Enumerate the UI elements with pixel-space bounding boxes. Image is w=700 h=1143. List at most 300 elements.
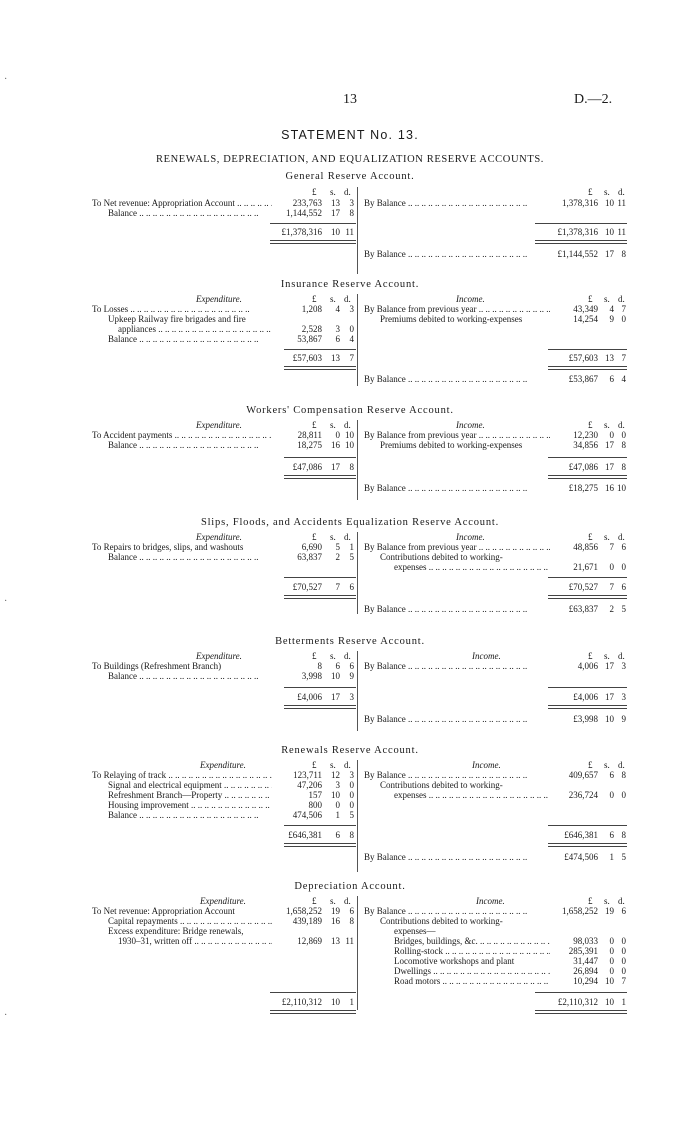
total-rule — [284, 825, 356, 826]
shillings-header: s. — [330, 532, 336, 542]
income-header: Income. — [456, 532, 485, 542]
amount-pounds: 8 — [317, 661, 322, 671]
pounds-header: £ — [312, 420, 317, 430]
amount-pence: 11 — [345, 936, 354, 946]
double-rule — [284, 843, 356, 847]
amount-pence: 11 — [617, 227, 626, 237]
entry-description: By Balance from previous year .. .. — [364, 304, 550, 314]
account-title: General Reserve Account. — [285, 171, 415, 182]
pence-header: d. — [618, 896, 625, 906]
amount-pounds: 1,378,316 — [562, 198, 598, 208]
margin-tick: · — [4, 74, 8, 85]
entry-description: By Balance .. .. — [364, 198, 550, 208]
shillings-header: s. — [330, 420, 336, 430]
ledger-row — [0, 314, 700, 324]
amount-shillings: 5 — [335, 542, 340, 552]
pounds-header: £ — [588, 896, 593, 906]
amount-pence: 6 — [349, 906, 354, 916]
amount-pounds: 800 — [308, 800, 322, 810]
amount-pence: 7 — [349, 353, 354, 363]
statement-subtitle: RENEWALS, DEPRECIATION, AND EQUALIZATION RESERVE ACCOUNTS. — [155, 154, 545, 165]
amount-shillings: 0 — [609, 562, 614, 572]
total-row — [0, 692, 700, 702]
amount-pounds: £2,110,312 — [557, 997, 598, 1007]
amount-pence: 0 — [349, 790, 354, 800]
amount-shillings: 0 — [609, 956, 614, 966]
amount-shillings: 10 — [605, 227, 614, 237]
total-row — [0, 830, 700, 840]
total-rule — [270, 992, 356, 993]
statement-title: STATEMENT No. 13. — [281, 128, 419, 142]
entry-description: By Balance .. .. — [364, 661, 550, 671]
ledger-row — [0, 946, 700, 956]
amount-pence: 5 — [621, 604, 626, 614]
amount-shillings: 0 — [609, 430, 614, 440]
amount-pounds: 3,998 — [301, 671, 322, 681]
pence-header: d. — [618, 760, 625, 770]
amount-pounds: 26,894 — [573, 966, 598, 976]
amount-pence: 0 — [621, 966, 626, 976]
amount-pounds: 43,349 — [573, 304, 598, 314]
amount-pounds: £4,006 — [573, 692, 598, 702]
amount-pence: 1 — [349, 542, 354, 552]
total-row — [0, 582, 700, 592]
carried-balance-row — [0, 714, 700, 724]
shillings-header: s. — [604, 651, 610, 661]
shillings-header: s. — [604, 294, 610, 304]
margin-tick: · — [4, 596, 8, 607]
pounds-header: £ — [312, 532, 317, 542]
income-header: Income. — [472, 760, 501, 770]
amount-shillings: 16 — [331, 916, 340, 926]
expenditure-header: Expenditure. — [196, 532, 242, 542]
ledger-row — [0, 906, 700, 916]
pence-header: d. — [618, 187, 625, 197]
double-rule — [548, 366, 627, 370]
amount-pence: 5 — [621, 852, 626, 862]
amount-pence: 3 — [349, 692, 354, 702]
shillings-header: s. — [604, 760, 610, 770]
amount-pounds: £474,506 — [564, 852, 598, 862]
ledger-row — [0, 552, 700, 562]
total-rule — [548, 457, 627, 458]
amount-shillings: 7 — [609, 542, 614, 552]
total-rule — [270, 223, 356, 224]
pounds-header: £ — [312, 760, 317, 770]
entry-description: Premiums debited to working-expenses — [380, 440, 523, 450]
amount-pence: 1 — [621, 997, 626, 1007]
ledger-row — [0, 810, 700, 820]
double-rule — [270, 1010, 356, 1014]
shillings-header: s. — [604, 187, 610, 197]
amount-pounds: 98,033 — [573, 936, 598, 946]
entry-description: To Buildings (Refreshment Branch) — [92, 661, 222, 671]
amount-pounds: 14,254 — [573, 314, 598, 324]
entry-description: To Net revenue: Appropriation Account .. .. — [92, 198, 272, 208]
entry-description: Capital repayments .. .. — [108, 916, 272, 926]
amount-shillings: 17 — [605, 249, 614, 259]
amount-pence: 7 — [621, 976, 626, 986]
total-rule — [548, 825, 627, 826]
page-number: 13 — [343, 92, 357, 107]
total-rule — [284, 457, 356, 458]
pounds-header: £ — [588, 294, 593, 304]
amount-pence: 8 — [621, 830, 626, 840]
amount-shillings: 0 — [335, 430, 340, 440]
account-title: Renewals Reserve Account. — [281, 745, 419, 756]
double-rule — [284, 595, 356, 599]
amount-pounds: 233,763 — [292, 198, 322, 208]
amount-pounds: £63,837 — [568, 604, 598, 614]
double-rule — [548, 595, 627, 599]
amount-pounds: 236,724 — [568, 790, 598, 800]
amount-pounds: 439,189 — [292, 916, 322, 926]
amount-pounds: 18,275 — [297, 440, 322, 450]
amount-shillings: 4 — [335, 304, 340, 314]
shillings-header: s. — [604, 532, 610, 542]
amount-pence: 4 — [621, 374, 626, 384]
amount-pounds: £646,381 — [564, 830, 598, 840]
amount-pence: 0 — [621, 562, 626, 572]
double-rule — [284, 475, 356, 479]
amount-pence: 0 — [621, 790, 626, 800]
pence-header: d. — [344, 420, 351, 430]
amount-pence: 8 — [349, 830, 354, 840]
ledger-row — [0, 770, 700, 780]
amount-pounds: £18,275 — [568, 483, 598, 493]
shillings-header: s. — [330, 651, 336, 661]
amount-shillings: 10 — [331, 790, 340, 800]
entry-description: By Balance .. .. — [364, 852, 550, 862]
amount-shillings: 6 — [335, 334, 340, 344]
ledger-row — [0, 976, 700, 986]
entry-description: Balance .. .. — [108, 440, 272, 450]
account-title: Slips, Floods, and Accidents Equalization Reserve Account. — [200, 517, 500, 528]
amount-pence: 0 — [349, 780, 354, 790]
amount-pounds: 157 — [308, 790, 322, 800]
entry-description: By Balance .. .. — [364, 249, 550, 259]
pounds-header: £ — [588, 532, 593, 542]
double-rule — [535, 1010, 627, 1014]
entry-description: By Balance .. .. — [364, 770, 550, 780]
entry-description: By Balance from previous year .. .. — [364, 542, 550, 552]
amount-shillings: 0 — [609, 936, 614, 946]
amount-pounds: £57,603 — [568, 353, 598, 363]
amount-pounds: 1,208 — [301, 304, 322, 314]
amount-pence: 6 — [621, 582, 626, 592]
entry-description: Balance .. .. — [108, 810, 272, 820]
entry-description: To Net revenue: Appropriation Account — [92, 906, 235, 916]
amount-shillings: 6 — [609, 374, 614, 384]
account-title: Depreciation Account. — [294, 881, 406, 892]
page-reference: D.—2. — [574, 92, 613, 107]
amount-pence: 8 — [349, 462, 354, 472]
amount-pence: 0 — [621, 430, 626, 440]
entry-description: expenses .. .. — [394, 790, 550, 800]
entry-description: By Balance from previous year .. .. — [364, 430, 550, 440]
entry-description: Premiums debited to working-expenses — [380, 314, 523, 324]
carried-balance-row — [0, 604, 700, 614]
ledger-row — [0, 324, 700, 334]
ledger-row — [0, 562, 700, 572]
shillings-header: s. — [330, 896, 336, 906]
amount-pence: 4 — [349, 334, 354, 344]
amount-shillings: 10 — [605, 976, 614, 986]
amount-shillings: 17 — [605, 462, 614, 472]
amount-pence: 0 — [621, 936, 626, 946]
total-rule — [548, 577, 627, 578]
amount-pounds: £1,378,316 — [281, 227, 322, 237]
amount-shillings: 6 — [335, 830, 340, 840]
income-header: Income. — [472, 651, 501, 661]
margin-tick: · — [4, 1010, 8, 1021]
entry-description: Signal and electrical equipment .. .. — [108, 780, 272, 790]
amount-pence: 0 — [621, 946, 626, 956]
double-rule — [270, 240, 356, 244]
entry-description: Balance .. .. — [108, 552, 272, 562]
shillings-header: s. — [604, 896, 610, 906]
entry-description: To Relaying of track .. .. — [92, 770, 272, 780]
amount-pence: 8 — [349, 208, 354, 218]
pence-header: d. — [344, 532, 351, 542]
entry-description: Upkeep Railway fire brigades and fire — [108, 314, 246, 324]
amount-pence: 1 — [349, 997, 354, 1007]
amount-shillings: 9 — [609, 314, 614, 324]
amount-pounds: £646,381 — [288, 830, 322, 840]
entry-description: Balance .. .. — [108, 208, 272, 218]
amount-pence: 6 — [621, 542, 626, 552]
amount-shillings: 2 — [609, 604, 614, 614]
amount-pence: 0 — [349, 800, 354, 810]
pence-header: d. — [618, 651, 625, 661]
income-header: Income. — [476, 896, 505, 906]
pence-header: d. — [344, 760, 351, 770]
entry-description: Bridges, buildings, &c. .. .. — [394, 936, 550, 946]
amount-pounds: 63,837 — [297, 552, 322, 562]
amount-shillings: 10 — [605, 714, 614, 724]
income-header: Income. — [456, 294, 485, 304]
double-rule — [284, 366, 356, 370]
entry-description: 1930–31, written off .. .. — [118, 936, 272, 946]
amount-pence: 10 — [617, 483, 626, 493]
entry-description: To Repairs to bridges, slips, and washouts — [92, 542, 244, 552]
amount-pounds: 12,230 — [573, 430, 598, 440]
ledger-row — [0, 542, 700, 552]
amount-pence: 5 — [349, 810, 354, 820]
entry-description: expenses— — [394, 926, 436, 936]
pounds-header: £ — [312, 896, 317, 906]
amount-pounds: £1,378,316 — [557, 227, 598, 237]
amount-shillings: 1 — [335, 810, 340, 820]
ledger-row — [0, 790, 700, 800]
amount-pence: 6 — [349, 582, 354, 592]
amount-pounds: 123,711 — [293, 770, 322, 780]
amount-pounds: 12,869 — [297, 936, 322, 946]
amount-pounds: £1,144,552 — [557, 249, 598, 259]
double-rule — [548, 705, 627, 709]
entry-description: Balance .. .. — [108, 334, 272, 344]
entry-description: By Balance .. .. — [364, 483, 550, 493]
amount-shillings: 0 — [609, 966, 614, 976]
amount-shillings: 17 — [605, 661, 614, 671]
amount-pounds: £3,998 — [573, 714, 598, 724]
entry-description: Road motors .. .. — [394, 976, 550, 986]
amount-shillings: 17 — [605, 692, 614, 702]
shillings-header: s. — [330, 760, 336, 770]
ledger-row — [0, 956, 700, 966]
amount-shillings: 1 — [609, 852, 614, 862]
pence-header: d. — [618, 532, 625, 542]
amount-pence: 11 — [345, 227, 354, 237]
expenditure-header: Expenditure. — [196, 651, 242, 661]
amount-pence: 11 — [617, 198, 626, 208]
expenditure-header: Expenditure. — [200, 760, 246, 770]
amount-pence: 8 — [621, 440, 626, 450]
amount-pounds: 6,690 — [301, 542, 322, 552]
amount-pence: 0 — [349, 324, 354, 334]
amount-shillings: 13 — [331, 353, 340, 363]
amount-pence: 7 — [621, 353, 626, 363]
account-title: Workers' Compensation Reserve Account. — [246, 405, 454, 416]
ledger-row — [0, 800, 700, 810]
amount-pence: 6 — [349, 661, 354, 671]
amount-shillings: 6 — [609, 830, 614, 840]
ledger-row — [0, 671, 700, 681]
amount-pence: 3 — [349, 770, 354, 780]
entry-description: To Accident payments .. .. — [92, 430, 272, 440]
amount-shillings: 3 — [335, 324, 340, 334]
ledger-row — [0, 661, 700, 671]
total-rule — [535, 223, 627, 224]
amount-pounds: 474,506 — [292, 810, 322, 820]
amount-pounds: 48,856 — [573, 542, 598, 552]
amount-pounds: £47,086 — [568, 462, 598, 472]
ledger-row — [0, 430, 700, 440]
amount-shillings: 16 — [331, 440, 340, 450]
shillings-header: s. — [330, 187, 336, 197]
amount-pounds: £70,527 — [292, 582, 322, 592]
total-rule — [284, 687, 356, 688]
amount-pence: 3 — [621, 661, 626, 671]
amount-shillings: 19 — [605, 906, 614, 916]
ledger-row — [0, 780, 700, 790]
entry-description: appliances .. .. — [118, 324, 272, 334]
amount-shillings: 6 — [609, 770, 614, 780]
amount-pounds: 4,006 — [577, 661, 598, 671]
amount-shillings: 13 — [605, 353, 614, 363]
amount-shillings: 0 — [335, 800, 340, 810]
amount-shillings: 12 — [331, 770, 340, 780]
amount-pence: 5 — [349, 552, 354, 562]
carried-balance-row — [0, 374, 700, 384]
entry-description: Contributions debited to working- — [380, 780, 503, 790]
entry-description: By Balance .. .. — [364, 906, 550, 916]
pence-header: d. — [344, 896, 351, 906]
carried-balance-row — [0, 852, 700, 862]
amount-pounds: 409,657 — [568, 770, 598, 780]
entry-description: By Balance .. .. — [364, 604, 550, 614]
amount-shillings: 10 — [331, 671, 340, 681]
amount-shillings: 3 — [335, 780, 340, 790]
entry-description: Excess expenditure: Bridge renewals, — [108, 926, 244, 936]
carried-balance-row — [0, 249, 700, 259]
double-rule — [548, 475, 627, 479]
total-rule — [284, 349, 356, 350]
amount-pence: 6 — [621, 906, 626, 916]
entry-description: By Balance .. .. — [364, 714, 550, 724]
amount-shillings: 0 — [609, 946, 614, 956]
amount-shillings: 16 — [605, 483, 614, 493]
ledger-row — [0, 334, 700, 344]
amount-pounds: 1,144,552 — [286, 208, 322, 218]
amount-pence: 0 — [621, 956, 626, 966]
amount-pence: 3 — [349, 198, 354, 208]
amount-pounds: £70,527 — [568, 582, 598, 592]
amount-pence: 3 — [621, 692, 626, 702]
pence-header: d. — [344, 651, 351, 661]
amount-pence: 8 — [621, 249, 626, 259]
amount-shillings: 0 — [609, 790, 614, 800]
pence-header: d. — [618, 420, 625, 430]
pounds-header: £ — [588, 420, 593, 430]
total-rule — [535, 992, 627, 993]
amount-shillings: 10 — [331, 997, 340, 1007]
total-rule — [548, 687, 627, 688]
pence-header: d. — [618, 294, 625, 304]
entry-description: Refreshment Branch—Property .. .. — [108, 790, 272, 800]
ledger-row — [0, 936, 700, 946]
amount-shillings: 10 — [605, 198, 614, 208]
amount-shillings: 17 — [331, 208, 340, 218]
total-row — [0, 227, 700, 237]
ledger-row — [0, 208, 700, 218]
amount-pence: 10 — [345, 430, 354, 440]
amount-pounds: 53,867 — [297, 334, 322, 344]
amount-pounds: £2,110,312 — [281, 997, 322, 1007]
amount-pounds: 28,811 — [297, 430, 322, 440]
amount-pence: 9 — [349, 671, 354, 681]
pence-header: d. — [344, 294, 351, 304]
amount-pounds: £4,006 — [297, 692, 322, 702]
shillings-header: s. — [604, 420, 610, 430]
total-row — [0, 353, 700, 363]
amount-shillings: 10 — [605, 997, 614, 1007]
pounds-header: £ — [588, 187, 593, 197]
amount-pounds: 285,391 — [568, 946, 598, 956]
expenditure-header: Expenditure. — [200, 896, 246, 906]
amount-pounds: 2,528 — [301, 324, 322, 334]
amount-shillings: 17 — [605, 440, 614, 450]
ledger-row — [0, 440, 700, 450]
pounds-header: £ — [312, 187, 317, 197]
amount-shillings: 17 — [331, 462, 340, 472]
total-rule — [284, 577, 356, 578]
double-rule — [535, 240, 627, 244]
entry-description: To Losses .. .. — [92, 304, 272, 314]
amount-pounds: £53,867 — [568, 374, 598, 384]
amount-pounds: 21,671 — [573, 562, 598, 572]
total-row — [0, 997, 700, 1007]
amount-shillings: 19 — [331, 906, 340, 916]
total-row — [0, 462, 700, 472]
ledger-row — [0, 916, 700, 926]
pounds-header: £ — [588, 760, 593, 770]
entry-description: Contributions debited to working- — [380, 916, 503, 926]
amount-pence: 8 — [349, 916, 354, 926]
account-title: Betterments Reserve Account. — [275, 636, 425, 647]
amount-pounds: 1,658,252 — [562, 906, 598, 916]
expenditure-header: Expenditure. — [196, 420, 242, 430]
